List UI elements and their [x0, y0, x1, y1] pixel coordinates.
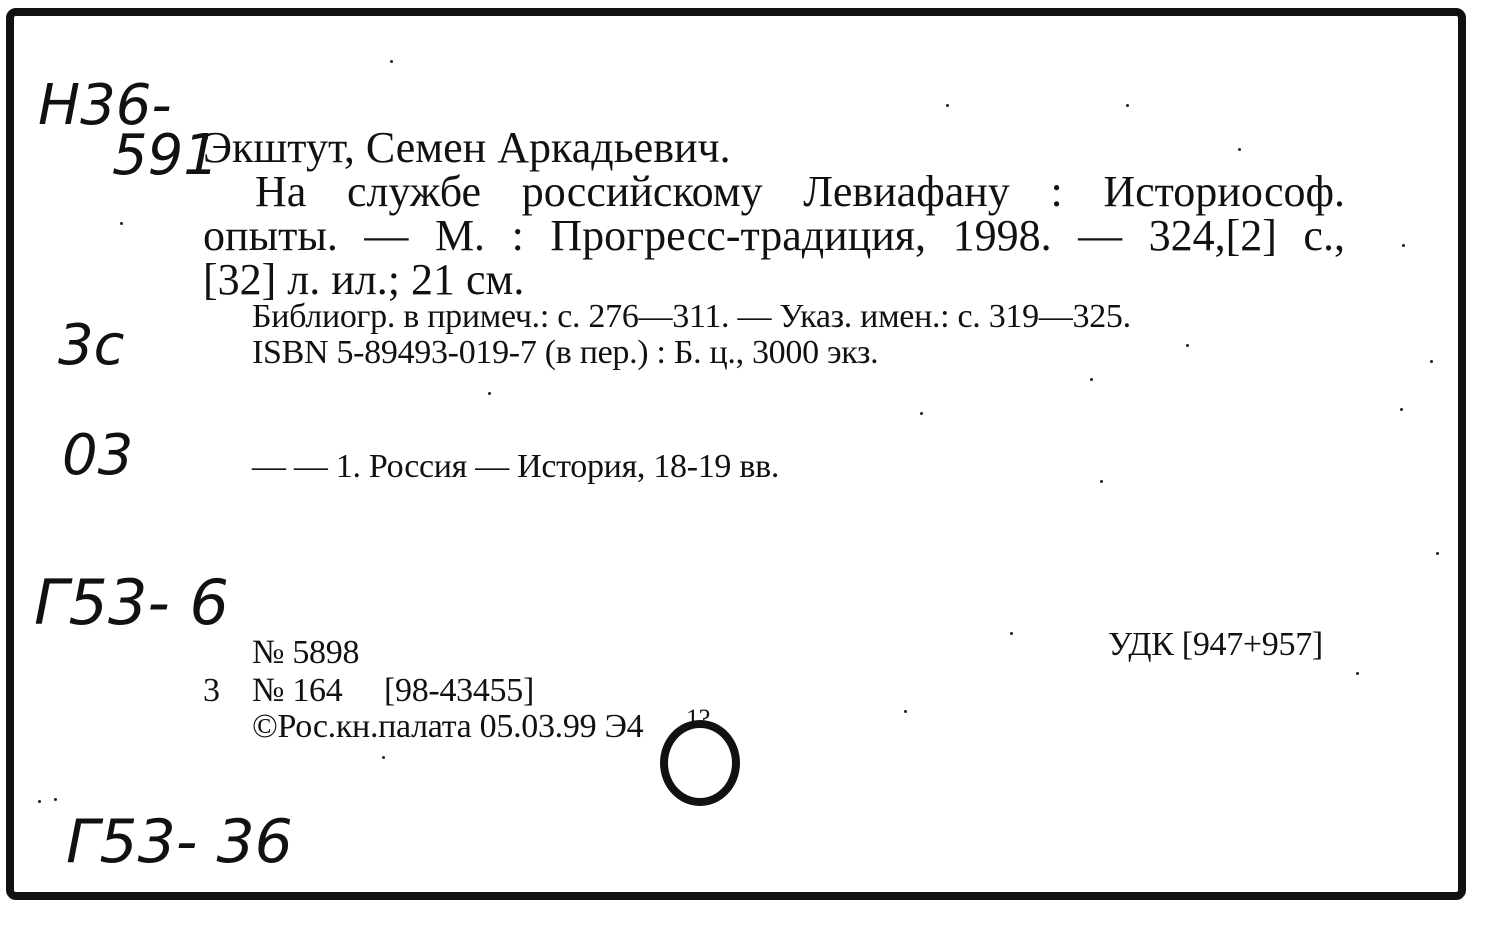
speck [1100, 480, 1103, 483]
speck [920, 412, 923, 415]
speck [390, 60, 393, 63]
handwritten-shelf-mark-1: Г53- 6 [34, 566, 229, 639]
speck [488, 392, 491, 395]
speck [1126, 104, 1129, 107]
book-chamber-stamp: ©Рос.кн.палата 05.03.99 Э4 [252, 708, 644, 745]
speck [38, 800, 41, 803]
title-word: : [511, 211, 524, 260]
speck [1238, 148, 1241, 151]
bibliography-note: Библиогр. в примеч.: с. 276—311. — Указ. имен.: с. 319—325. [252, 298, 1131, 335]
subject-heading: — — 1. Россия — История, 18-19 вв. [252, 448, 780, 485]
title-word: Историософ. [1103, 167, 1345, 216]
speck [1430, 360, 1433, 363]
title-word: службе [346, 167, 482, 216]
record-code: [98-43455] [384, 672, 534, 709]
author-heading: Экштут, Семен Аркадьевич. [203, 123, 731, 172]
handwritten-shelf-mark-2: Г53- 36 [66, 807, 293, 877]
isbn-line: ISBN 5-89493-019-7 (в пер.) : Б. ц., 3000 экз. [252, 334, 879, 371]
title-word: российскому [521, 167, 763, 216]
speck [1356, 672, 1359, 675]
title-word: Прогресс-традиция, [550, 211, 927, 260]
speck [54, 798, 57, 801]
record-prefix: 3 [203, 672, 220, 709]
handwritten-mark-03: 03 [62, 423, 134, 488]
title-word: — [364, 211, 409, 260]
title-line-1 [255, 167, 1345, 216]
title-word: — [1078, 211, 1123, 260]
title-word: с., [1303, 211, 1345, 260]
speck [1010, 632, 1013, 635]
speck [120, 222, 123, 225]
speck [1186, 344, 1189, 347]
title-word: 324,[2] [1148, 211, 1277, 260]
handwritten-mark-3c: 3с [58, 313, 125, 378]
punched-hole-circle [660, 720, 740, 806]
title-word: 1998. [952, 211, 1052, 260]
speck [382, 756, 385, 759]
title-word: Левиафану [803, 167, 1010, 216]
handwritten-call-number-1: Н36- [38, 73, 172, 138]
book-chamber-stamp-partial: 1? [686, 704, 710, 733]
title-word: На [255, 167, 307, 216]
record-number: № 164 [252, 672, 343, 709]
speck [904, 710, 907, 713]
speck [1090, 378, 1093, 381]
speck [1402, 244, 1405, 247]
title-line-2 [203, 211, 1345, 260]
title-word: : [1050, 167, 1063, 216]
title-line-3: [32] л. ил.; 21 см. [203, 255, 525, 304]
title-word: М. [434, 211, 486, 260]
speck [946, 104, 949, 107]
speck [1400, 408, 1403, 411]
card-number: № 5898 [252, 634, 360, 671]
speck [1436, 552, 1439, 555]
title-word: опыты. [203, 211, 338, 260]
udk-classification: УДК [947+957] [1108, 626, 1323, 663]
handwritten-call-number-2: 591 [112, 123, 219, 188]
